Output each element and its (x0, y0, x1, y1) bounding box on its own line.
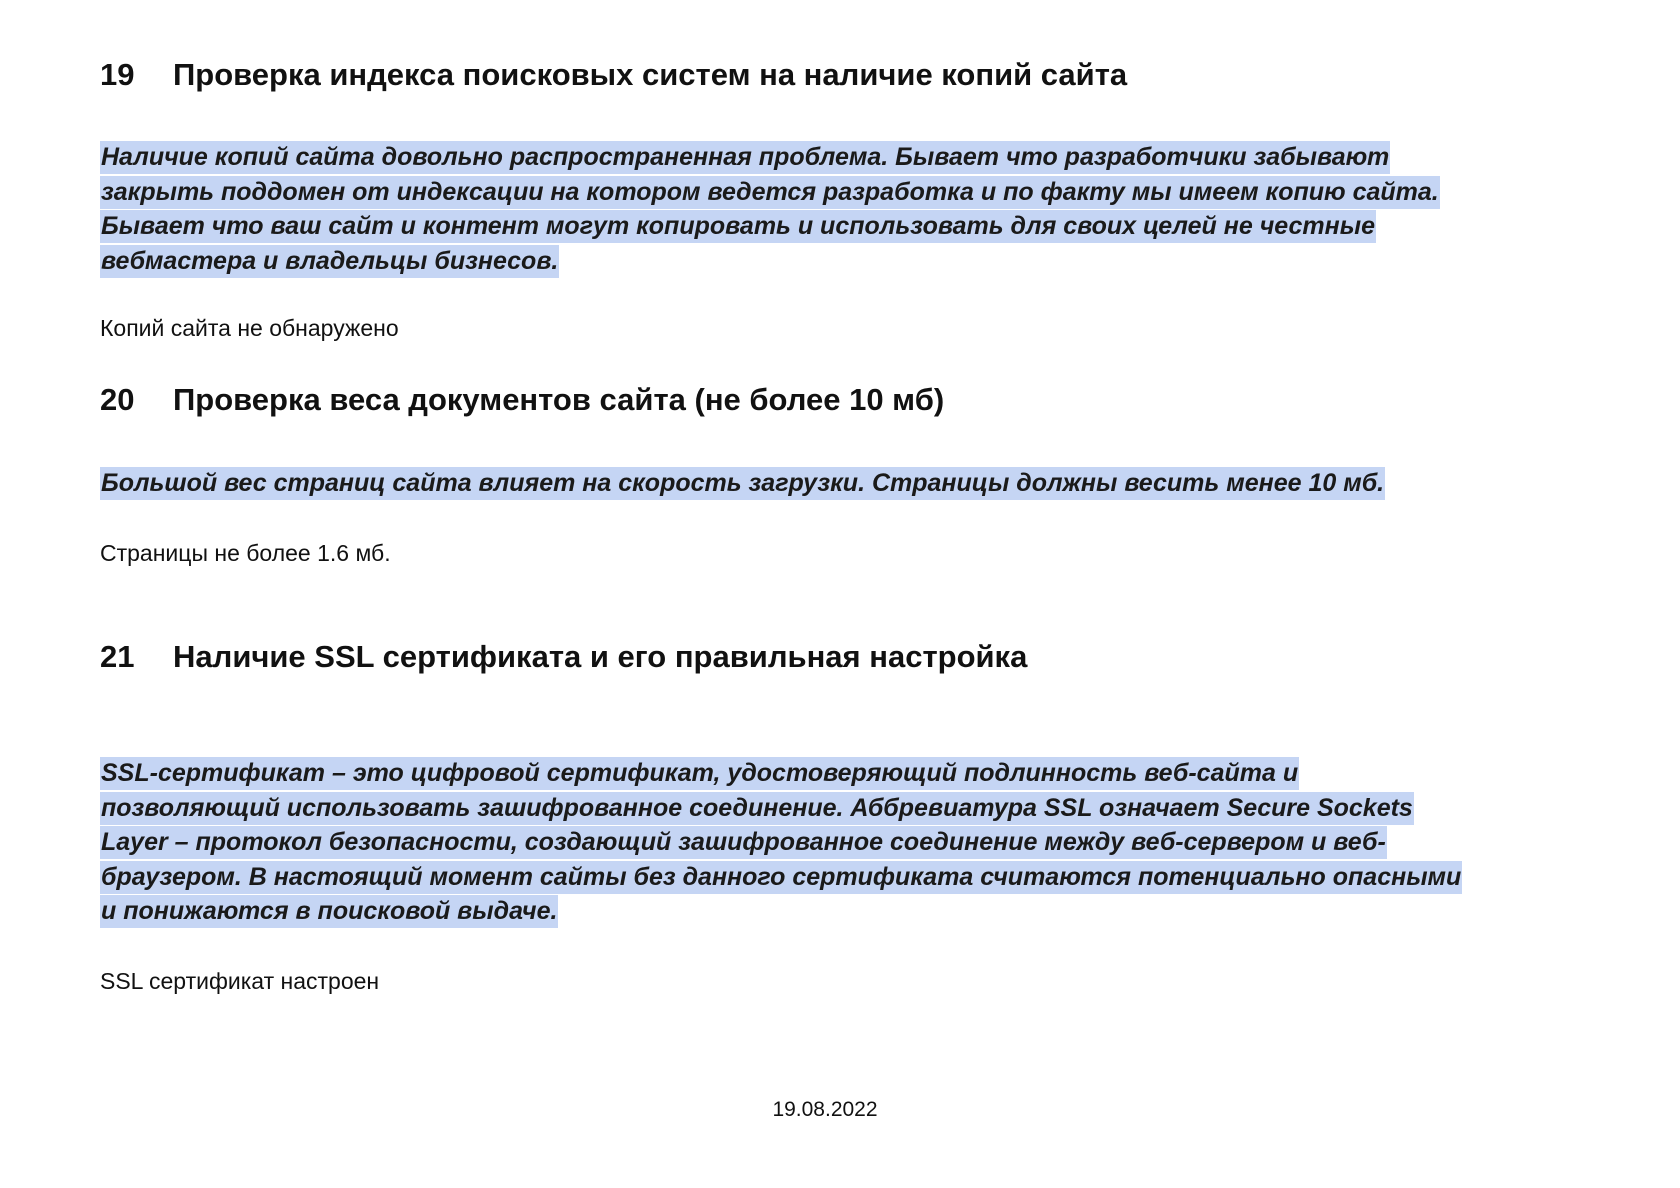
section-number: 20 (100, 382, 135, 417)
section-19-result: Копий сайта не обнаружено (100, 315, 399, 341)
section-21-result: SSL сертификат настроен (100, 968, 380, 994)
section-title: Наличие SSL сертификата и его правильная настройка (173, 639, 1028, 674)
section-20-heading (100, 382, 944, 418)
section-19-description (100, 140, 1550, 278)
highlighted-text-line: Layer – протокол безопасности, создающий зашифрованное соединение между веб-сервером и веб- (100, 826, 1387, 859)
section-number: 19 (100, 57, 135, 92)
highlighted-text-line: Бывает что ваш сайт и контент могут копировать и использовать для своих целей не честные (100, 210, 1376, 243)
section-21-description (100, 756, 1600, 929)
section-title: Проверка индекса поисковых систем на наличие копий сайта (173, 57, 1128, 92)
highlighted-text-line: SSL-сертификат – это цифровой сертификат, удостоверяющий подлинность веб-сайта и (100, 757, 1299, 790)
section-20-result: Страницы не более 1.6 мб. (100, 540, 391, 566)
highlighted-text-line: Большой вес страниц сайта влияет на скорость загрузки. Страницы должны весить менее 10 мб. (100, 467, 1385, 500)
highlighted-text-line: Наличие копий сайта довольно распространенная проблема. Бывает что разработчики забывают (100, 141, 1390, 174)
highlighted-text-line: позволяющий использовать зашифрованное соединение. Аббревиатура SSL означает Secure Sockets (100, 792, 1414, 825)
highlighted-text-line: вебмастера и владельцы бизнесов. (100, 245, 559, 278)
section-20-description (100, 466, 1550, 501)
section-19-heading (100, 57, 1127, 93)
section-title: Проверка веса документов сайта (не более 10 мб) (173, 382, 945, 417)
highlighted-text-line: закрыть поддомен от индексации на котором ведется разработка и по факту мы имеем копию сайта. (100, 176, 1440, 209)
section-21-heading (100, 639, 1027, 675)
section-number: 21 (100, 639, 135, 674)
footer-date: 19.08.2022 (772, 1098, 878, 1121)
highlighted-text-line: браузером. В настоящий момент сайты без данного сертификата считаются потенциально опасными (100, 861, 1462, 894)
highlighted-text-line: и понижаются в поисковой выдаче. (100, 895, 558, 928)
